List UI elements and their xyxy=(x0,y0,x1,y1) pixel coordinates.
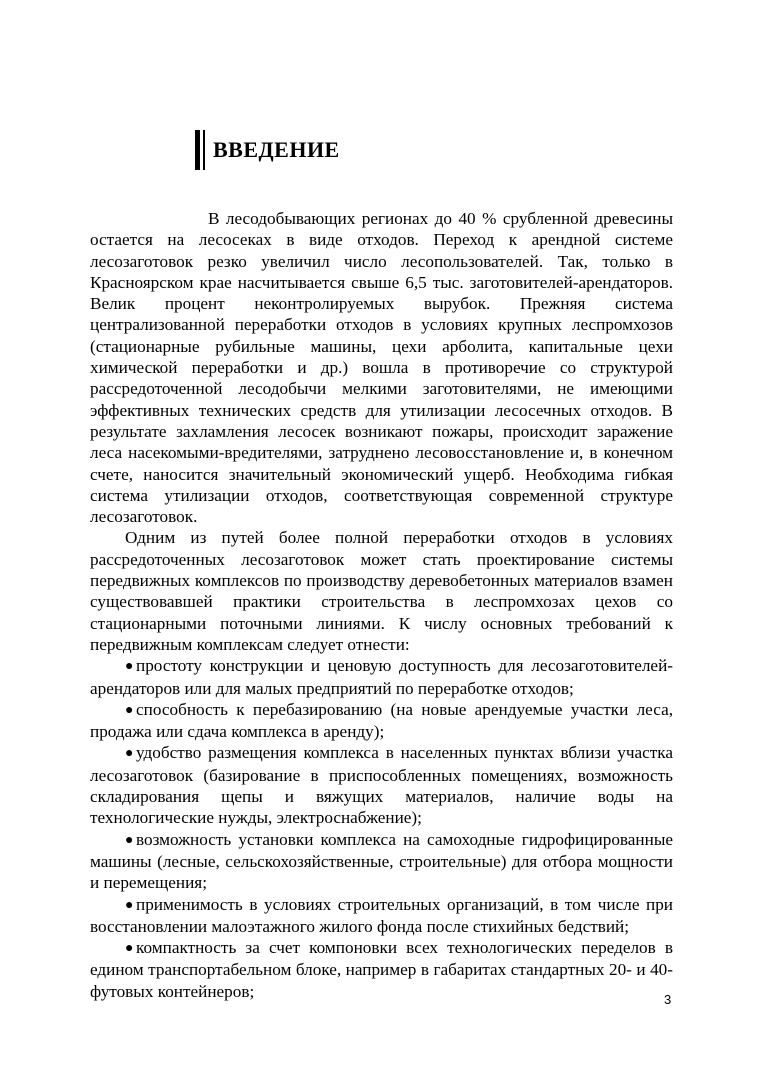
paragraph-intro: В лесодобывающих регионах до 40 % срубленной древесины остается на лесосеках в виде отходов. Переход к арендной системе лесозаготовок резко увеличил число лесопользователей. Так, только в Красноярском крае насчитывается свыше 6,5 тыс. заготовителей-арендаторов. Велик процент неконтролируемых вырубок. Прежняя система централизованной переработки отходов в условиях крупных леспромхозов (стационарные рубильные машины, цехи арболита, капитальные цехи химической переработки и др.) вошла в противоречие со структурой рассредоточенной лесодобычи мелкими заготовителями, не имеющими эффективных технических средств для утилизации лесосечных отходов. В результате захламления лесосек возникают пожары, происходит заражение леса насекомыми-вредителями, затруднено лесовосстановление и, в конечном счете, наносится значительный экономический ущерб. Необходима гибкая система утилизации отходов, соответствующая современной структуре лесозаготовок. xyxy=(90,209,673,527)
bullet-item xyxy=(90,699,673,743)
bullet-item xyxy=(90,937,673,1002)
body-text xyxy=(90,208,673,1002)
bullet-text: удобство размещения комплекса в населенных пунктах вблизи участка лесозаготовок (базирование в приспособленных помещениях, возможность складирования щепы и вяжущих материалов, наличие воды на технологические нужды, электроснабжение); xyxy=(90,743,673,828)
bullet-icon: ● xyxy=(125,702,134,718)
bullet-item xyxy=(90,742,673,828)
heading-bar-thin xyxy=(203,130,205,170)
section-heading xyxy=(195,130,340,170)
bullet-item xyxy=(90,655,673,699)
bullet-item xyxy=(90,894,673,938)
bullet-icon: ● xyxy=(125,832,134,848)
heading-bar-thick xyxy=(195,130,200,170)
bullet-item xyxy=(90,829,673,894)
bullet-text: компактность за счет компоновки всех технологических переделов в едином транспортабельном блоке, например в габаритах стандартных 20- и 40-футовых контейнеров; xyxy=(90,938,673,1001)
bullet-icon: ● xyxy=(125,941,134,957)
bullet-icon: ● xyxy=(125,659,134,675)
bullet-text: возможность установки комплекса на самоходные гидрофицированные машины (лесные, сельскохозяйственные, строительные) для отбора мощности и перемещения; xyxy=(90,829,673,893)
page-number: 3 xyxy=(664,992,672,1007)
paragraph-requirements: Одним из путей более полной переработки отходов в условиях рассредоточенных лесозаготовок может стать проектирование системы передвижных комплексов по производству деревобетонных материалов взамен существовавшей практики строительства в леспромхозах цехов со стационарными поточными линиями. К числу основных требований к передвижным комплексам следует отнести: xyxy=(90,528,673,654)
bullet-icon: ● xyxy=(125,897,134,913)
heading-title: ВВЕДЕНИЕ xyxy=(213,137,340,162)
bullet-icon: ● xyxy=(125,746,134,762)
bullet-text: способность к перебазированию (на новые арендуемые участки леса, продажа или сдача комплекса в аренду); xyxy=(90,699,673,742)
bullet-text: простоту конструкции и ценовую доступность для лесозаготовителей-арендаторов или для малых предприятий по переработке отходов; xyxy=(90,656,673,698)
heading-marker-bars xyxy=(195,130,205,170)
bullet-text: применимость в условиях строительных организаций, в том числе при восстановлении малоэтажного жилого фонда после стихийных бедствий; xyxy=(90,894,673,936)
